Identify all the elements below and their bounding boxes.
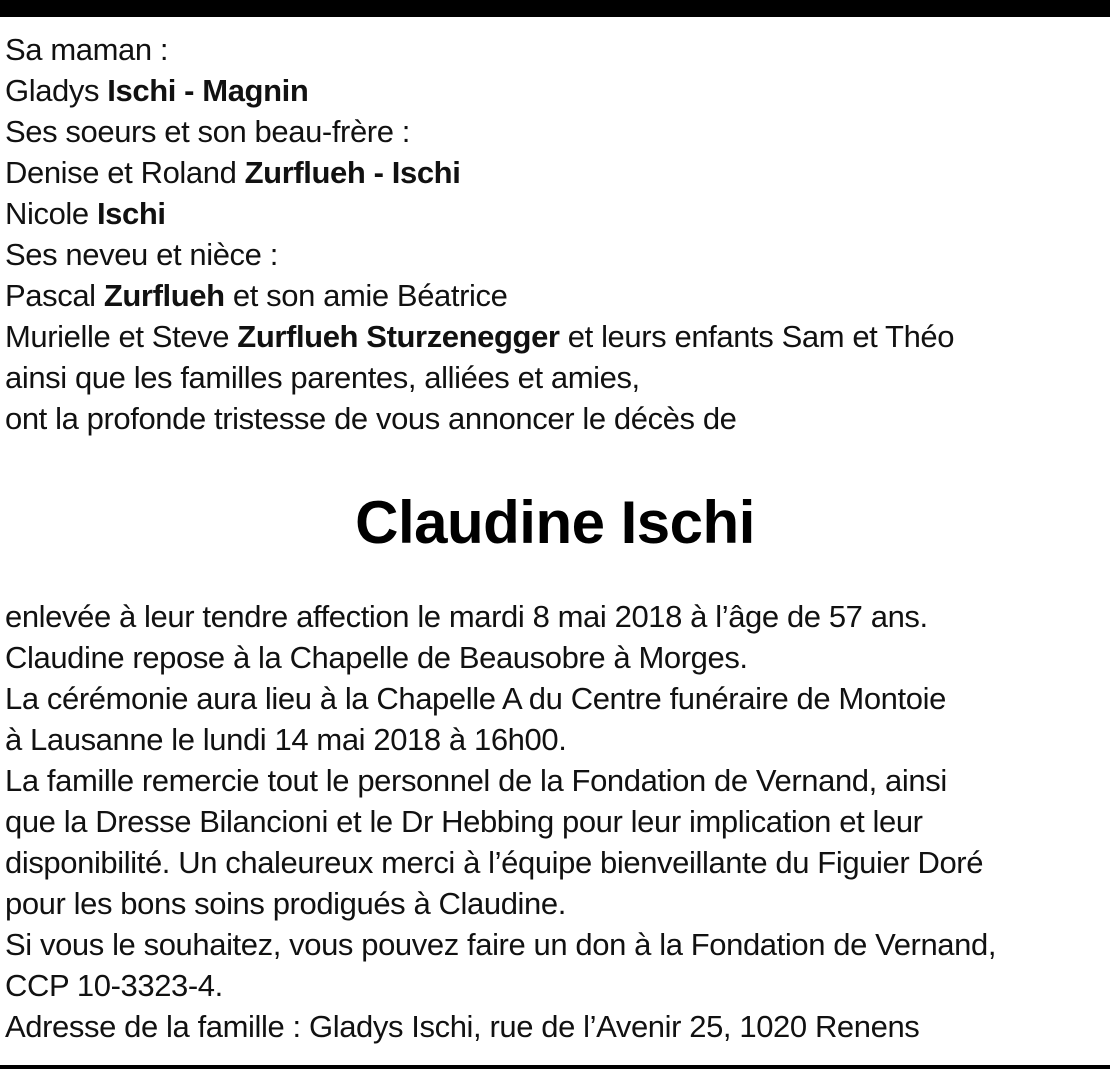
- family-line-4: [5, 193, 1105, 234]
- details-line: La famille remercie tout le personnel de la Fondation de Vernand, ainsi: [5, 763, 947, 798]
- family-line-8: [5, 357, 1105, 398]
- family-text: et son amie Béatrice: [224, 278, 508, 313]
- details-line: La cérémonie aura lieu à la Chapelle A du Centre funéraire de Montoie: [5, 681, 946, 716]
- funeral-details: [5, 596, 1105, 1047]
- family-text: Murielle et Steve: [5, 319, 238, 354]
- family-surname: Zurflueh - Ischi: [244, 155, 461, 190]
- family-text: et leurs enfants Sam et Théo: [559, 319, 955, 354]
- family-text: Denise et Roland: [5, 155, 245, 190]
- details-line: Claudine repose à la Chapelle de Beausobre à Morges.: [5, 640, 748, 675]
- family-line-5: [5, 234, 1105, 275]
- family-surname: Ischi: [96, 196, 166, 231]
- family-text: ainsi que les familles parentes, alliées et amies,: [5, 360, 640, 395]
- details-line: pour les bons soins prodigués à Claudine.: [5, 886, 566, 921]
- family-surname: Zurflueh: [103, 278, 225, 313]
- family-text: Nicole: [5, 196, 97, 231]
- details-line: disponibilité. Un chaleureux merci à l’équipe bienveillante du Figuier Doré: [5, 845, 984, 880]
- family-line-0: [5, 29, 1105, 70]
- family-text: Ses soeurs et son beau-frère :: [5, 114, 411, 149]
- deceased-name-heading: Claudine Ischi: [355, 489, 755, 556]
- family-text: Gladys: [5, 73, 108, 108]
- details-line: Si vous le souhaitez, vous pouvez faire un don à la Fondation de Vernand,: [5, 927, 997, 962]
- family-announcement: [5, 29, 1105, 439]
- family-text: Ses neveu et nièce :: [5, 237, 278, 272]
- family-line-1: [5, 70, 1105, 111]
- family-text: Pascal: [5, 278, 104, 313]
- family-text: Sa maman :: [5, 32, 169, 67]
- details-line: CCP 10-3323-4.: [5, 968, 223, 1003]
- family-surname: Zurflueh Sturzenegger: [237, 319, 560, 354]
- family-text: ont la profonde tristesse de vous annoncer le décès de: [5, 401, 737, 436]
- top-border-rule: [0, 0, 1110, 17]
- family-surname: Ischi - Magnin: [107, 73, 309, 108]
- details-line: enlevée à leur tendre affection le mardi 8 mai 2018 à l’âge de 57 ans.: [5, 599, 928, 634]
- family-line-2: [5, 111, 1105, 152]
- bottom-border-rule: [0, 1065, 1110, 1069]
- details-line: à Lausanne le lundi 14 mai 2018 à 16h00.: [5, 722, 567, 757]
- details-line: Adresse de la famille : Gladys Ischi, rue de l’Avenir 25, 1020 Renens: [5, 1009, 920, 1044]
- family-line-7: [5, 316, 1105, 357]
- details-line: que la Dresse Bilancioni et le Dr Hebbing pour leur implication et leur: [5, 804, 923, 839]
- family-line-3: [5, 152, 1105, 193]
- family-line-9: [5, 398, 1105, 439]
- family-line-6: [5, 275, 1105, 316]
